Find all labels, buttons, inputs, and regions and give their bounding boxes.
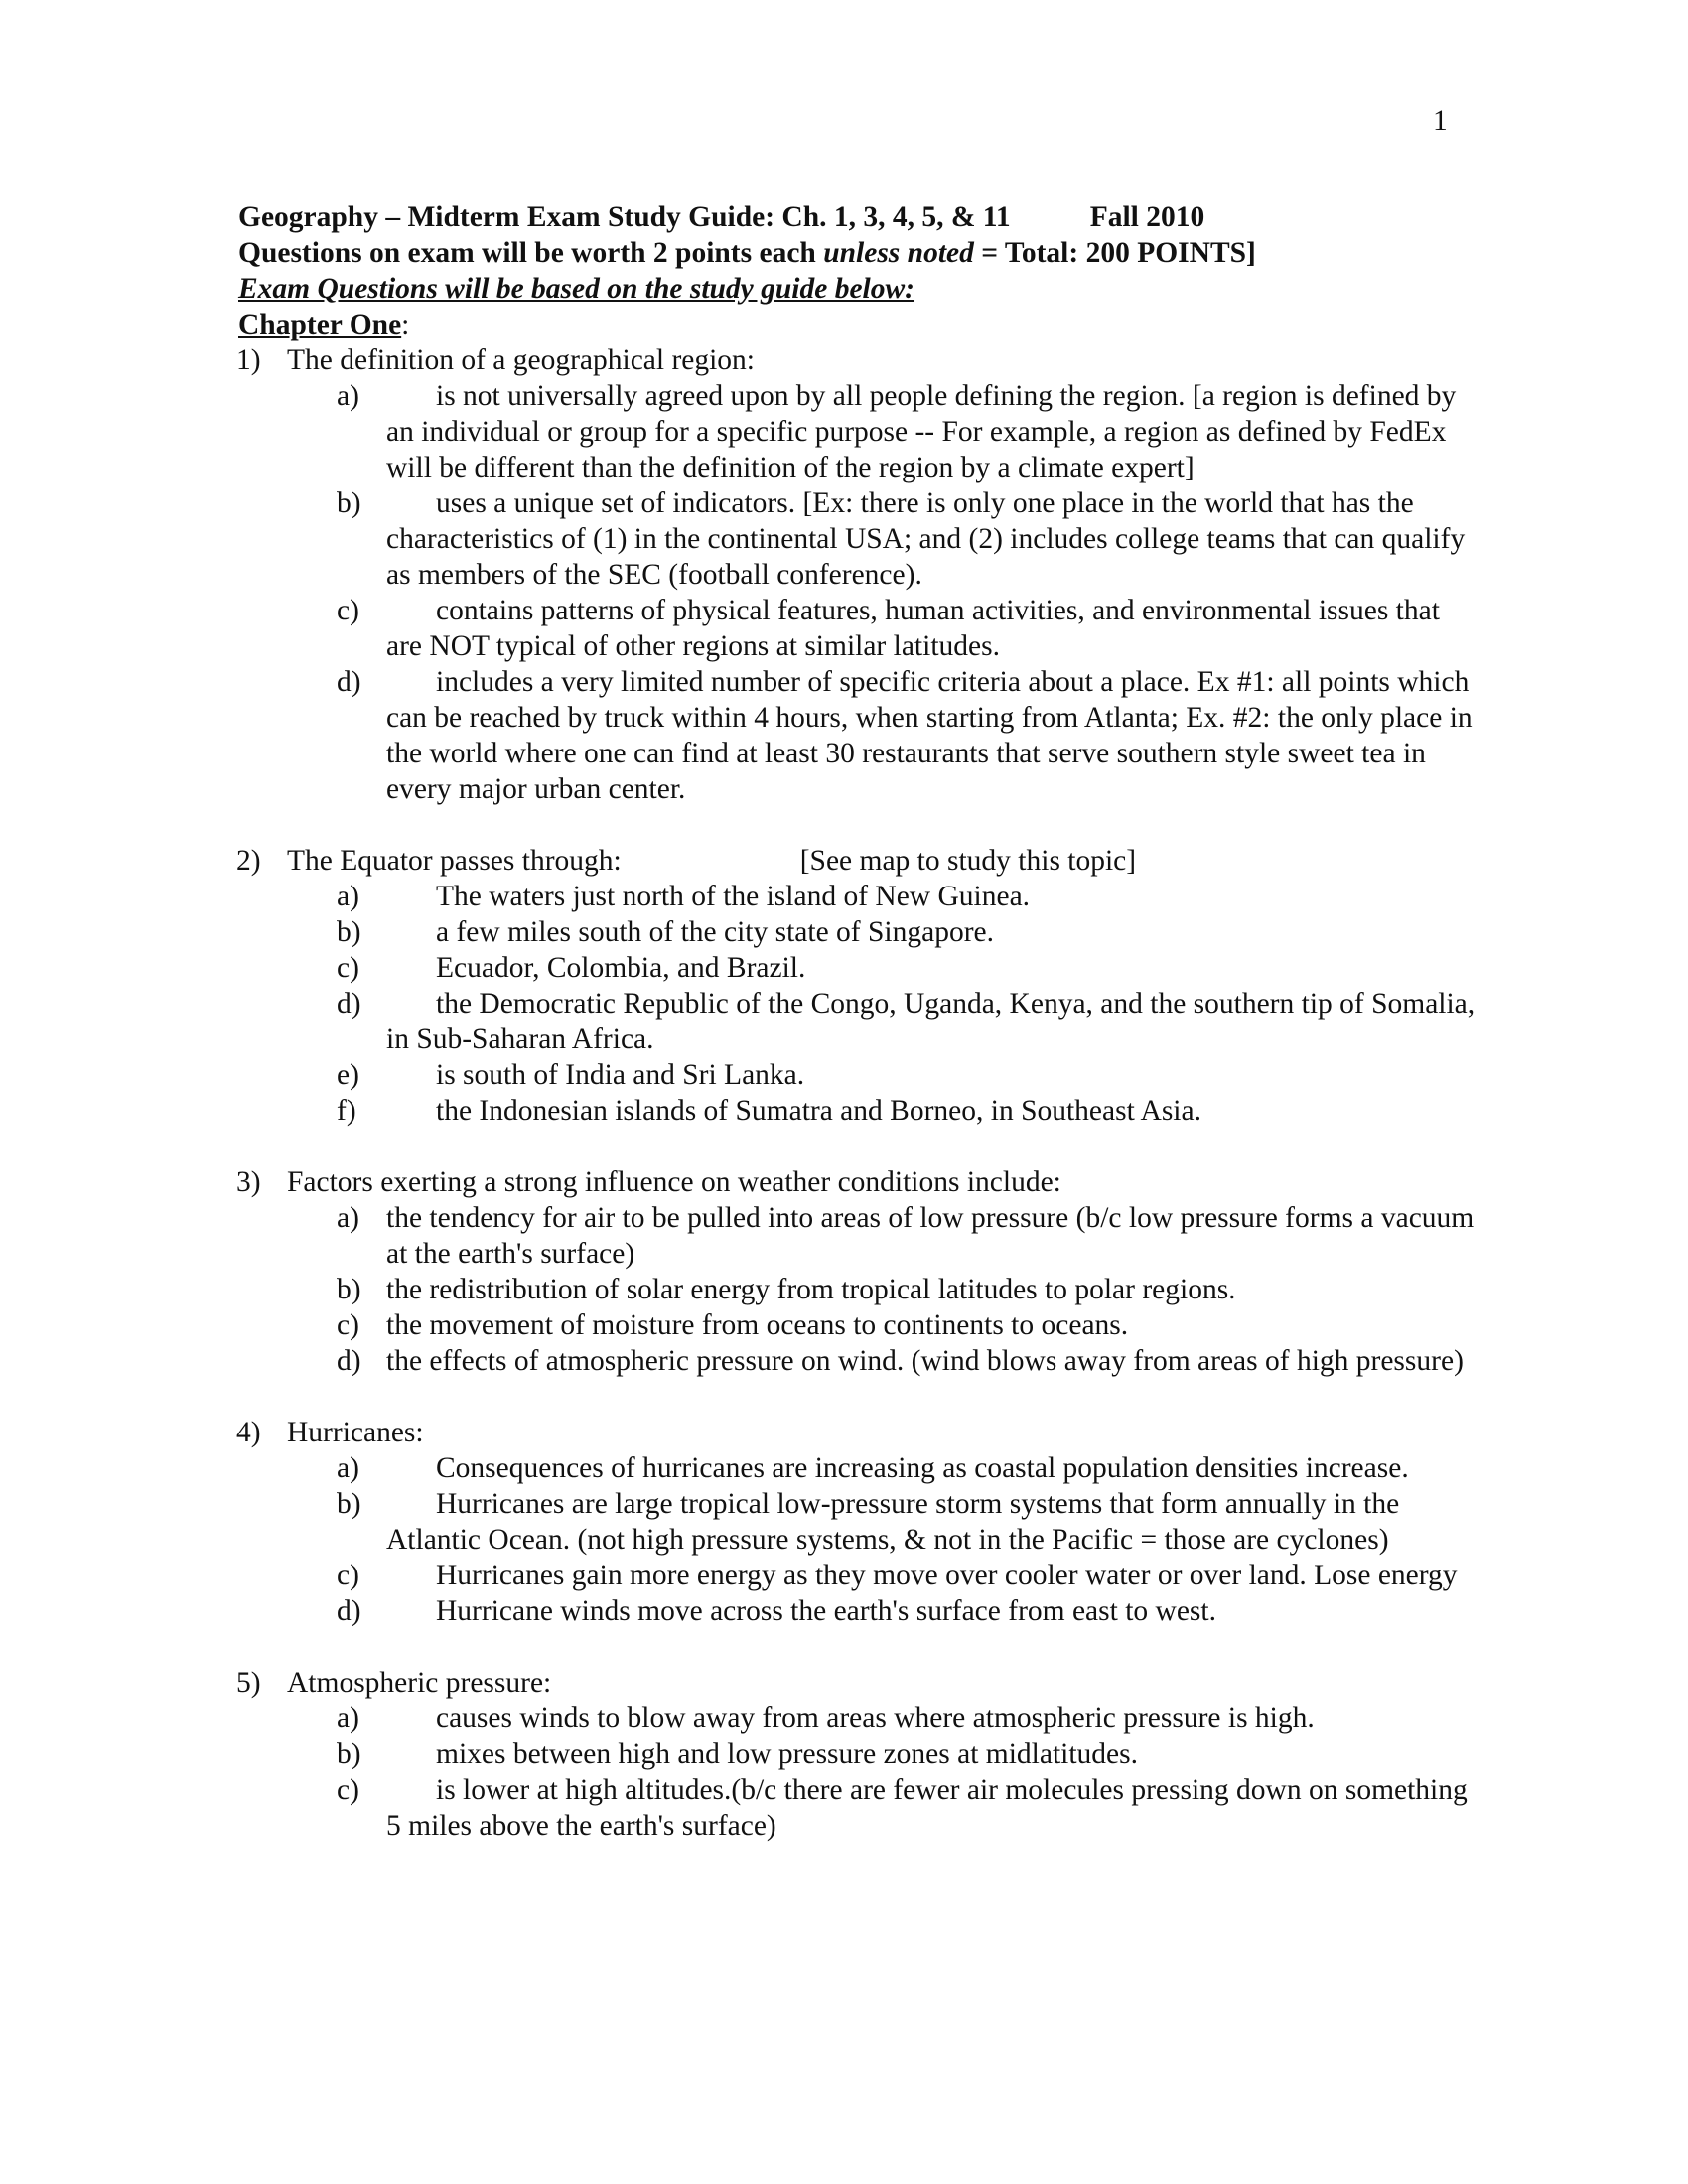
option-letter: c) bbox=[337, 952, 359, 984]
option-c bbox=[287, 1558, 1479, 1593]
option-a bbox=[287, 1701, 1479, 1736]
question-5 bbox=[236, 1665, 1479, 1843]
option-d bbox=[287, 664, 1479, 807]
document-title: Geography – Midterm Exam Study Guide: Ch. 1, 3, 4, 5, & 11 bbox=[238, 202, 1011, 233]
option-letter: d) bbox=[337, 666, 361, 698]
spacer bbox=[238, 1129, 1479, 1164]
points-line bbox=[238, 235, 1479, 271]
points-text-start: Questions on exam will be worth 2 points each bbox=[238, 237, 824, 269]
points-text-end: = Total: 200 POINTS] bbox=[973, 237, 1256, 269]
option-letter: b) bbox=[337, 487, 361, 519]
option-text: the redistribution of solar energy from tropical latitudes to polar regions. bbox=[386, 1274, 1236, 1305]
option-letter: b) bbox=[337, 1274, 361, 1305]
question-text: Factors exerting a strong influence on weather conditions include: bbox=[287, 1166, 1061, 1198]
question-number: 2) bbox=[236, 845, 261, 877]
option-text: is not universally agreed upon by all people defining the region. [a region is defined by an individual or group for a specific purpose -- For example, a region as defined by FedEx will be different than the definition of the region by a climate expert] bbox=[386, 380, 1457, 483]
option-text: is lower at high altitudes.(b/c there are fewer air molecules pressing down on something 5 miles above the earth's surface) bbox=[386, 1774, 1468, 1842]
chapter-heading-colon: : bbox=[401, 309, 410, 341]
option-letter: a) bbox=[337, 1202, 359, 1234]
question-text: The definition of a geographical region: bbox=[287, 344, 756, 376]
option-letter: e) bbox=[337, 1059, 359, 1091]
option-c bbox=[287, 593, 1479, 664]
option-text: causes winds to blow away from areas where atmospheric pressure is high. bbox=[436, 1703, 1315, 1734]
option-letter: a) bbox=[337, 1703, 359, 1734]
option-b bbox=[287, 1486, 1479, 1558]
map-study-note: [See map to study this topic] bbox=[799, 845, 1137, 877]
option-text: Ecuador, Colombia, and Brazil. bbox=[436, 952, 806, 984]
option-a bbox=[287, 1450, 1479, 1486]
option-text: is south of India and Sri Lanka. bbox=[436, 1059, 805, 1091]
document-title-line bbox=[238, 200, 1479, 235]
question-number: 5) bbox=[236, 1667, 261, 1699]
option-text: contains patterns of physical features, human activities, and environmental issues that are NOT typical of other regions at similar latitudes. bbox=[386, 595, 1440, 662]
option-letter: c) bbox=[337, 595, 359, 626]
option-letter: b) bbox=[337, 1738, 361, 1770]
page-number: 1 bbox=[1433, 105, 1448, 137]
option-letter: a) bbox=[337, 881, 359, 912]
option-letter: a) bbox=[337, 1452, 359, 1484]
option-text: the tendency for air to be pulled into areas of low pressure (b/c low pressure forms a vacuum at the earth's surface) bbox=[386, 1202, 1475, 1270]
option-text: the Indonesian islands of Sumatra and Borneo, in Southeast Asia. bbox=[436, 1095, 1201, 1127]
spacer bbox=[238, 807, 1479, 843]
option-text: includes a very limited number of specific criteria about a place. Ex #1: all points which can be reached by truck within 4 hours, when starting from Atlanta; Ex. #2: the only place in the world where one can find at least 30 restaurants that serve southern style sweet tea in every major urban center. bbox=[386, 666, 1473, 805]
chapter-heading: Chapter One bbox=[238, 309, 402, 341]
option-b bbox=[287, 1736, 1479, 1772]
question-1 bbox=[236, 342, 1479, 807]
question-text: Hurricanes: bbox=[287, 1417, 424, 1448]
option-a bbox=[287, 378, 1479, 485]
question-text: The Equator passes through: bbox=[287, 845, 622, 877]
option-text: Consequences of hurricanes are increasing as coastal population densities increase. bbox=[436, 1452, 1409, 1484]
spacer bbox=[238, 1629, 1479, 1665]
question-3 bbox=[236, 1164, 1479, 1379]
question-number: 3) bbox=[236, 1166, 261, 1198]
chapter-heading-line bbox=[238, 307, 1479, 342]
option-e bbox=[287, 1057, 1479, 1093]
option-letter: f) bbox=[337, 1095, 356, 1127]
option-d bbox=[287, 986, 1479, 1057]
option-f bbox=[287, 1093, 1479, 1129]
option-c bbox=[287, 1772, 1479, 1843]
option-letter: d) bbox=[337, 1595, 361, 1627]
option-letter: d) bbox=[337, 988, 361, 1020]
spacer bbox=[238, 1379, 1479, 1415]
term-label: Fall 2010 bbox=[1089, 202, 1205, 233]
option-letter: c) bbox=[337, 1560, 359, 1591]
study-guide-content bbox=[238, 200, 1479, 1843]
question-2 bbox=[236, 843, 1479, 1129]
option-letter: c) bbox=[337, 1774, 359, 1806]
option-text: The waters just north of the island of New Guinea. bbox=[436, 881, 1031, 912]
option-letter: b) bbox=[337, 1488, 361, 1520]
option-b bbox=[287, 485, 1479, 593]
option-d bbox=[287, 1343, 1479, 1379]
option-text: the movement of moisture from oceans to continents to oceans. bbox=[386, 1309, 1129, 1341]
points-text-italic: unless noted bbox=[823, 237, 974, 269]
question-text: Atmospheric pressure: bbox=[287, 1667, 552, 1699]
question-4 bbox=[236, 1415, 1479, 1629]
option-b bbox=[287, 1272, 1479, 1307]
option-text: Hurricanes are large tropical low-pressure storm systems that form annually in the Atlantic Ocean. (not high pressure systems, & not in the Pacific = those are cyclones) bbox=[386, 1488, 1400, 1556]
option-a bbox=[287, 1200, 1479, 1272]
option-d bbox=[287, 1593, 1479, 1629]
option-letter: d) bbox=[337, 1345, 361, 1377]
option-letter: a) bbox=[337, 380, 359, 412]
option-text: uses a unique set of indicators. [Ex: there is only one place in the world that has the characteristics of (1) in the continental USA; and (2) includes college teams that can qualify as members of the SEC (football conference). bbox=[386, 487, 1466, 591]
option-text: a few miles south of the city state of Singapore. bbox=[436, 916, 994, 948]
option-text: mixes between high and low pressure zones at midlatitudes. bbox=[436, 1738, 1139, 1770]
option-text: Hurricanes gain more energy as they move over cooler water or over land. Lose energy bbox=[436, 1560, 1458, 1591]
option-text: Hurricane winds move across the earth's surface from east to west. bbox=[436, 1595, 1216, 1627]
option-text: the effects of atmospheric pressure on wind. (wind blows away from areas of high pressure) bbox=[386, 1345, 1464, 1377]
option-c bbox=[287, 950, 1479, 986]
option-b bbox=[287, 914, 1479, 950]
option-letter: c) bbox=[337, 1309, 359, 1341]
question-line bbox=[287, 843, 1479, 879]
option-a bbox=[287, 879, 1479, 914]
option-letter: b) bbox=[337, 916, 361, 948]
option-c bbox=[287, 1307, 1479, 1343]
option-text: the Democratic Republic of the Congo, Uganda, Kenya, and the southern tip of Somalia, in Sub-Saharan Africa. bbox=[386, 988, 1476, 1055]
exam-questions-note: Exam Questions will be based on the study guide below: bbox=[238, 273, 915, 305]
question-number: 1) bbox=[236, 344, 261, 376]
question-number: 4) bbox=[236, 1417, 261, 1448]
